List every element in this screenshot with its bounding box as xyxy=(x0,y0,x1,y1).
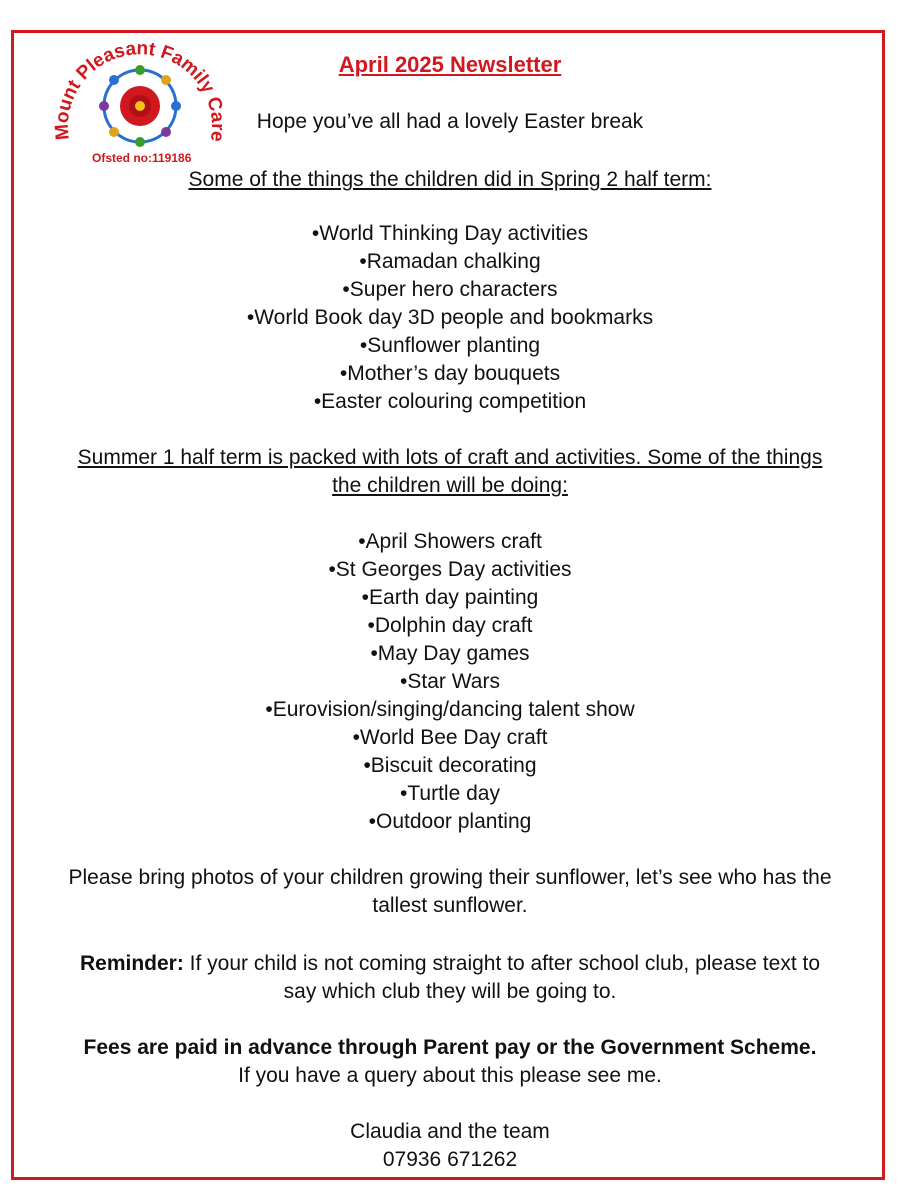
reminder-label: Reminder: xyxy=(79,952,184,975)
list-item: •Dolphin day craft xyxy=(367,614,533,637)
family-care-logo xyxy=(44,38,234,168)
list-item: •May Day games xyxy=(370,642,530,665)
reminder-text: If your child is not coming straight to after school club, please text to xyxy=(183,952,820,975)
list-item: •Sunflower planting xyxy=(359,334,541,357)
list-item: •Outdoor planting xyxy=(368,810,532,833)
fees-query: If you have a query about this please see me. xyxy=(238,1064,662,1087)
summer-heading-line1: Summer 1 half term is packed with lots of craft and activities. Some of the things xyxy=(77,446,823,469)
newsletter-title: April 2025 Newsletter xyxy=(338,52,562,77)
list-item: •Turtle day xyxy=(400,782,500,805)
list-item: •Super hero characters xyxy=(342,278,558,301)
reminder-line2: say which club they will be going to. xyxy=(283,980,617,1003)
fees-notice: Fees are paid in advance through Parent pay or the Government Scheme. xyxy=(83,1036,817,1059)
list-item: •World Bee Day craft xyxy=(352,726,548,749)
list-item: •Eurovision/singing/dancing talent show xyxy=(265,698,635,721)
list-item: •World Thinking Day activities xyxy=(311,222,589,245)
photos-line1: Please bring photos of your children growing their sunflower, let’s see who has the xyxy=(68,866,832,889)
reminder-line1 xyxy=(20,950,880,978)
ofsted-number: Ofsted no:119186 xyxy=(92,151,192,165)
list-item: •Easter colouring competition xyxy=(313,390,587,413)
photos-line2: tallest sunflower. xyxy=(372,894,528,917)
spring-heading: Some of the things the children did in Spring 2 half term: xyxy=(188,168,712,191)
list-item: •Biscuit decorating xyxy=(363,754,537,777)
signoff-phone: 07936 671262 xyxy=(382,1148,518,1171)
list-item: •World Book day 3D people and bookmarks xyxy=(246,306,654,329)
intro-text: Hope you’ve all had a lovely Easter break xyxy=(256,110,644,133)
list-item: •Star Wars xyxy=(400,670,500,693)
list-item: •Earth day painting xyxy=(361,586,539,609)
list-item: •Mother’s day bouquets xyxy=(339,362,561,385)
list-item: •April Showers craft xyxy=(358,530,542,553)
list-item: •Ramadan chalking xyxy=(359,250,541,273)
red-rose-icon xyxy=(120,86,160,126)
logo-org-name: Mount Pleasant Family Care xyxy=(51,38,229,143)
signoff-name: Claudia and the team xyxy=(350,1120,550,1143)
summer-heading-line2: the children will be doing: xyxy=(332,474,568,497)
list-item: •St Georges Day activities xyxy=(328,558,572,581)
